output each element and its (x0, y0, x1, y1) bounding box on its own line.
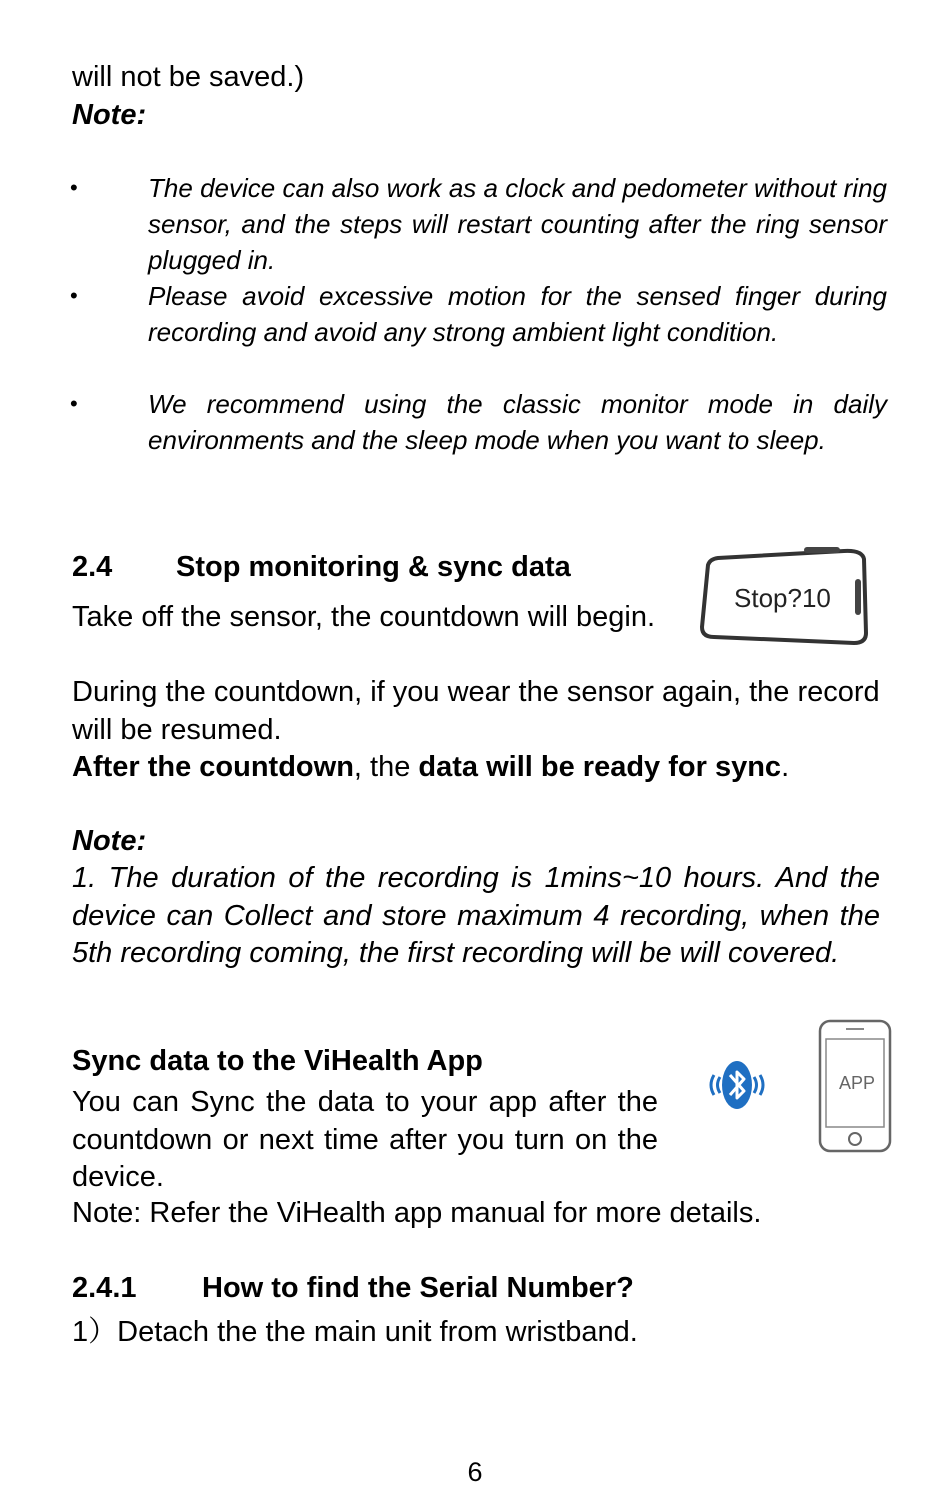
sync-note: Note: Refer the ViHealth app manual for more details. (72, 1197, 762, 1229)
bullet-dot: • (70, 283, 78, 308)
data-ready-bold: data will be ready for sync (418, 751, 782, 783)
app-label: APP (839, 1073, 876, 1093)
section-title: How to find the Serial Number? (202, 1272, 634, 1304)
section-heading-2-4-1 (72, 1272, 634, 1305)
after-countdown-bold: After the countdown (72, 751, 354, 783)
takeoff-paragraph (72, 599, 658, 637)
bullet-item (72, 170, 887, 278)
section-heading-2-4 (72, 551, 571, 584)
continued-line: will not be saved.) (72, 61, 305, 93)
stop-screen-text: Stop?10 (734, 583, 831, 613)
bullet-text: The device can also work as a clock and pedometer without ring sensor, and the steps will restart counting after the ring sensor plugged in. (148, 173, 887, 276)
bullet-dot: • (70, 391, 78, 416)
section-title: Stop monitoring & sync data (176, 551, 571, 583)
note-recording-duration: 1. The duration of the recording is 1mins~10 hours. And the device can Collect and store maximum 4 recording, when the 5th recording coming, the first recording will be will covered. (72, 862, 880, 969)
after-countdown-end: . (781, 751, 790, 783)
during-paragraph: During the countdown, if you wear the sensor again, the record will be resumed. (72, 676, 880, 746)
note-label: Note: (72, 825, 147, 857)
stop-countdown-screen-illustration (694, 545, 874, 649)
sync-heading: Sync data to the ViHealth App (72, 1045, 483, 1077)
bullet-text: We recommend using the classic monitor mode in daily environments and the sleep mode when you want to sleep. (148, 389, 887, 456)
step-1: 1）Detach the the main unit from wristband. (72, 1316, 638, 1348)
takeoff-text: Take off the sensor, the countdown will begin. (72, 601, 656, 633)
after-countdown-mid: , the (353, 751, 419, 783)
section-number: 2.4 (72, 551, 113, 583)
bullet-dot: • (70, 175, 78, 200)
bullet-text: Please avoid excessive motion for the sensed finger during recording and avoid any strong ambient light condition. (148, 281, 887, 348)
note-bullet-list (72, 170, 887, 494)
note-label: Note: (72, 99, 147, 131)
page-number: 6 (467, 1457, 483, 1487)
section-number: 2.4.1 (72, 1272, 137, 1304)
smartphone-app-icon (818, 1019, 892, 1153)
bullet-item (72, 278, 887, 386)
bluetooth-icon (700, 1053, 780, 1117)
bullet-item (72, 386, 887, 494)
after-countdown-line (72, 749, 887, 787)
sync-paragraph: You can Sync the data to your app after the countdown or next time after you turn on the device. (72, 1086, 658, 1193)
